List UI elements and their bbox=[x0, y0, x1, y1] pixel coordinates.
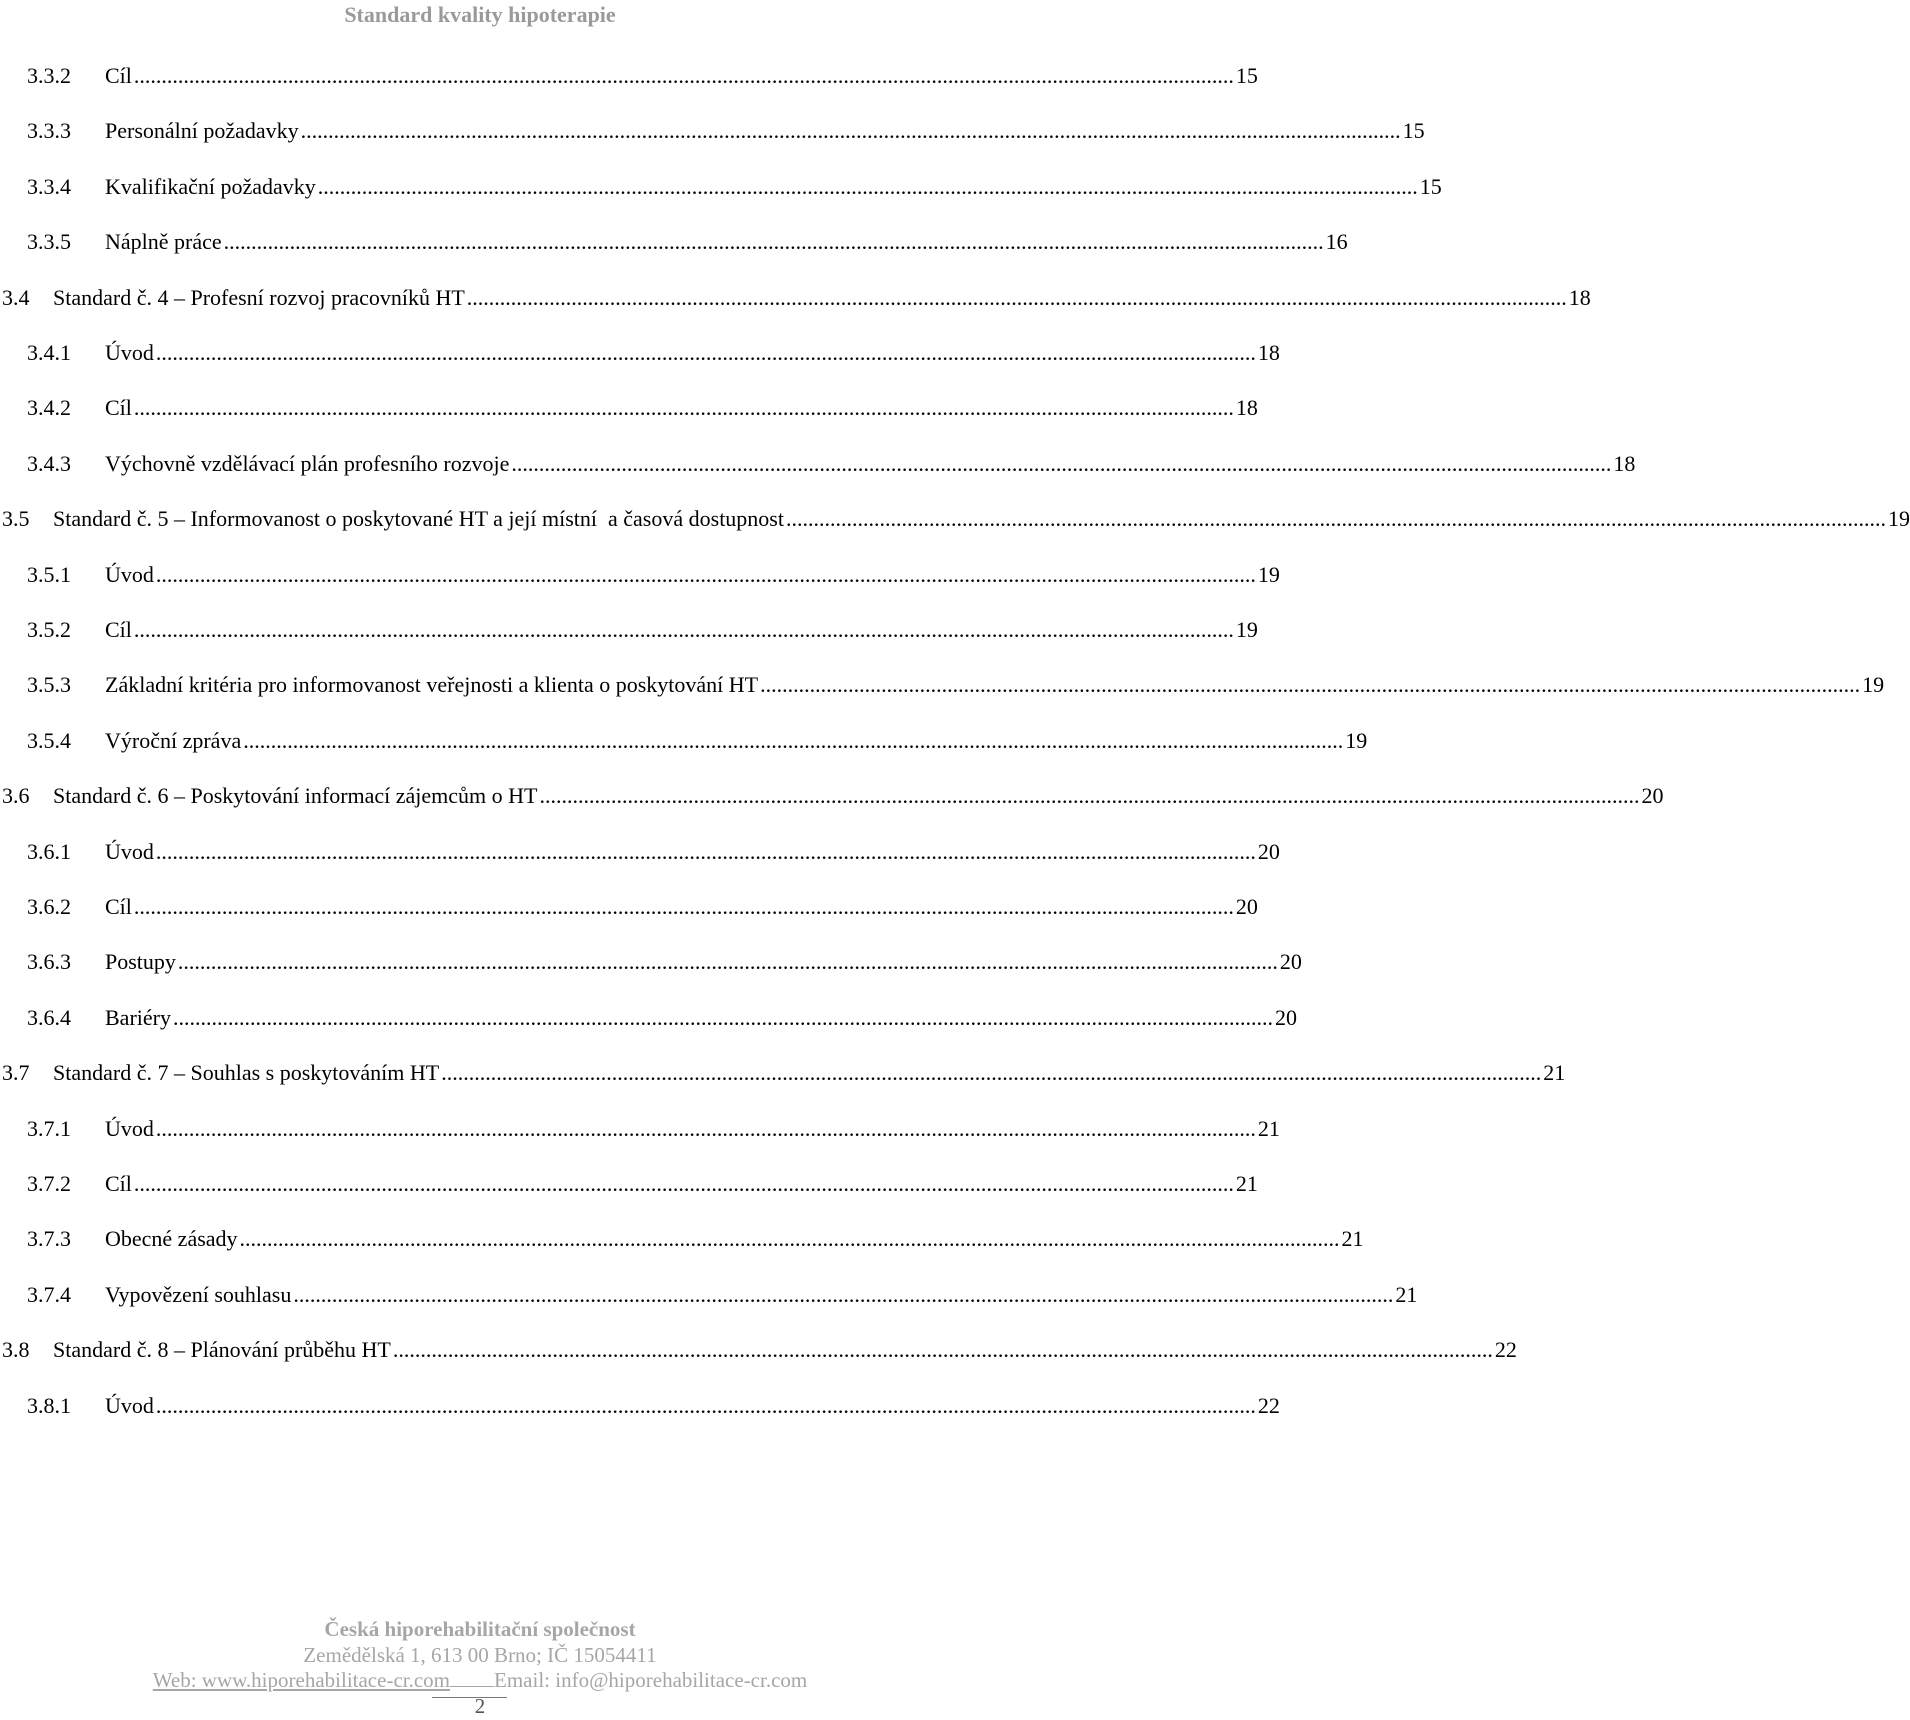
toc-leader-dots: ........................................................................................................................................................................................................ bbox=[317, 174, 1418, 199]
toc-entry-number: 3.3.5 bbox=[27, 229, 71, 254]
toc-entry[interactable] bbox=[0, 1279, 1418, 1311]
toc-entry-page: 20 bbox=[1279, 949, 1302, 974]
toc-entry-number: 3.7 bbox=[2, 1060, 30, 1085]
toc-entry-number: 3.5.1 bbox=[27, 562, 71, 587]
toc-entry-title[interactable]: Úvod bbox=[105, 562, 154, 587]
toc-entry-line bbox=[105, 725, 1368, 757]
toc-entry-line bbox=[105, 1002, 1297, 1034]
toc-leader-dots: ........................................................................................................................................................................................................ bbox=[539, 783, 1640, 808]
toc-entry-line bbox=[105, 1168, 1258, 1200]
toc-leader-dots: ........................................................................................................................................................................................................ bbox=[155, 1393, 1256, 1418]
toc-entry[interactable] bbox=[0, 1223, 1364, 1255]
toc-entry-title[interactable]: Vypovězení souhlasu bbox=[105, 1282, 292, 1307]
toc-entry-page: 19 bbox=[1257, 562, 1280, 587]
toc-leader-dots: ........................................................................................................................................................................................................ bbox=[133, 395, 1234, 420]
toc-entry[interactable] bbox=[0, 725, 1368, 757]
toc-entry-page: 16 bbox=[1325, 229, 1348, 254]
toc-leader-dots: ........................................................................................................................................................................................................ bbox=[760, 672, 1861, 697]
toc-entry-page: 21 bbox=[1543, 1060, 1566, 1085]
footer-organization: Česká hiporehabilitační společnost bbox=[324, 1617, 636, 1641]
toc-entry-page: 21 bbox=[1395, 1282, 1418, 1307]
toc-entry-title[interactable]: Náplně práce bbox=[105, 229, 222, 254]
toc-entry-number: 3.5.4 bbox=[27, 728, 71, 753]
toc-entry-number: 3.3.2 bbox=[27, 63, 71, 88]
toc-entry[interactable] bbox=[0, 226, 1348, 258]
toc-entry-title[interactable]: Standard č. 8 – Plánování průběhu HT bbox=[53, 1337, 391, 1362]
toc-entry-page: 18 bbox=[1235, 395, 1258, 420]
toc-entry-title[interactable]: Základní kritéria pro informovanost veřejnosti a klienta o poskytování HT bbox=[105, 672, 759, 697]
toc-entry-page: 18 bbox=[1568, 285, 1591, 310]
toc-entry-number: 3.6.1 bbox=[27, 839, 71, 864]
toc-entry-number: 3.7.4 bbox=[27, 1282, 71, 1307]
toc-entry-title[interactable]: Úvod bbox=[105, 839, 154, 864]
toc-leader-dots: ........................................................................................................................................................................................................ bbox=[155, 562, 1256, 587]
toc-leader-dots: ........................................................................................................................................................................................................ bbox=[300, 118, 1401, 143]
toc-entry-number: 3.7.2 bbox=[27, 1171, 71, 1196]
toc-entry-line bbox=[105, 891, 1258, 923]
toc-entry[interactable] bbox=[0, 337, 1280, 369]
toc-leader-dots: ........................................................................................................................................................................................................ bbox=[243, 728, 1344, 753]
toc-entry-page: 19 bbox=[1235, 617, 1258, 642]
toc-entry-number: 3.4 bbox=[2, 285, 30, 310]
toc-entry-number: 3.3.3 bbox=[27, 118, 71, 143]
toc-entry[interactable] bbox=[0, 1390, 1280, 1422]
toc-entry[interactable] bbox=[0, 60, 1258, 92]
toc-entry-line bbox=[105, 1113, 1280, 1145]
footer-address: Zemědělská 1, 613 00 Brno; IČ 15054411 bbox=[303, 1643, 657, 1667]
toc-entry-title[interactable]: Standard č. 5 – Informovanost o poskytované HT a její místní a časová dostupnost bbox=[53, 506, 784, 531]
toc-entry-line bbox=[105, 60, 1258, 92]
toc-entry-number: 3.8 bbox=[2, 1337, 30, 1362]
toc-entry-line bbox=[105, 669, 1885, 701]
toc-entry-page: 20 bbox=[1235, 894, 1258, 919]
toc-entry-line bbox=[105, 1223, 1364, 1255]
toc-entry-page: 22 bbox=[1257, 1393, 1280, 1418]
toc-entry-number: 3.4.1 bbox=[27, 340, 71, 365]
toc-entry[interactable] bbox=[0, 1002, 1297, 1034]
toc-leader-dots: ........................................................................................................................................................................................................ bbox=[223, 229, 1324, 254]
toc-entry-line bbox=[105, 1279, 1418, 1311]
toc-entry-title[interactable]: Cíl bbox=[105, 63, 132, 88]
toc-entry-page: 21 bbox=[1235, 1171, 1258, 1196]
toc-entry-page: 15 bbox=[1235, 63, 1258, 88]
toc-leader-dots: ........................................................................................................................................................................................................ bbox=[133, 63, 1234, 88]
toc-leader-dots: ........................................................................................................................................................................................................ bbox=[293, 1282, 1394, 1307]
toc-entry-title[interactable]: Bariéry bbox=[105, 1005, 171, 1030]
toc-entry-page: 15 bbox=[1402, 118, 1425, 143]
toc-entry-number: 3.7.3 bbox=[27, 1226, 71, 1251]
toc-entry[interactable] bbox=[0, 669, 1885, 701]
toc-entry-number: 3.6.3 bbox=[27, 949, 71, 974]
toc-leader-dots: ........................................................................................................................................................................................................ bbox=[155, 839, 1256, 864]
toc-leader-dots: ........................................................................................................................................................................................................ bbox=[172, 1005, 1273, 1030]
toc-entry[interactable] bbox=[0, 448, 1636, 480]
toc-entry-line bbox=[105, 559, 1280, 591]
toc-entry-number: 3.3.4 bbox=[27, 174, 71, 199]
toc-entry-line bbox=[105, 836, 1280, 868]
toc-entry[interactable] bbox=[0, 780, 1664, 812]
toc-entry[interactable] bbox=[0, 282, 1591, 314]
toc-entry-title[interactable]: Cíl bbox=[105, 395, 132, 420]
toc-entry[interactable] bbox=[0, 891, 1258, 923]
toc-entry-title[interactable]: Cíl bbox=[105, 894, 132, 919]
toc-leader-dots: ........................................................................................................................................................................................................ bbox=[392, 1337, 1493, 1362]
toc-entry[interactable] bbox=[0, 559, 1280, 591]
toc-leader-dots: ........................................................................................................................................................................................................ bbox=[511, 451, 1612, 476]
toc-leader-dots: ........................................................................................................................................................................................................ bbox=[133, 1171, 1234, 1196]
toc-entry-number: 3.6 bbox=[2, 783, 30, 808]
toc-entry-line bbox=[105, 946, 1302, 978]
toc-entry-page: 21 bbox=[1257, 1116, 1280, 1141]
toc-entry[interactable] bbox=[0, 614, 1258, 646]
toc-entry-line bbox=[105, 614, 1258, 646]
footer-web-link[interactable]: Web: www.hiporehabilitace-cr.com bbox=[152, 1668, 451, 1692]
toc-entry-title[interactable]: Úvod bbox=[105, 1116, 154, 1141]
toc-entry-title[interactable]: Standard č. 6 – Poskytování informací zájemcům o HT bbox=[53, 783, 538, 808]
toc-leader-dots: ........................................................................................................................................................................................................ bbox=[133, 894, 1234, 919]
toc-leader-dots: ........................................................................................................................................................................................................ bbox=[177, 949, 1278, 974]
toc-entry-page: 19 bbox=[1862, 672, 1885, 697]
toc-entry-page: 22 bbox=[1494, 1337, 1517, 1362]
toc-entry-number: 3.8.1 bbox=[27, 1393, 71, 1418]
toc-entry-title[interactable]: Výroční zpráva bbox=[105, 728, 242, 753]
toc-entry-line bbox=[53, 282, 1591, 314]
toc-entry-line bbox=[105, 392, 1258, 424]
toc-entry-page: 21 bbox=[1341, 1226, 1364, 1251]
toc-entry-page: 20 bbox=[1257, 839, 1280, 864]
page-header-title: Standard kvality hipoterapie bbox=[344, 2, 616, 27]
toc-entry-title[interactable]: Personální požadavky bbox=[105, 118, 299, 143]
toc-entry-title[interactable]: Obecné zásady bbox=[105, 1226, 238, 1251]
toc-entry-line bbox=[105, 115, 1425, 147]
toc-leader-dots: ........................................................................................................................................................................................................ bbox=[466, 285, 1567, 310]
toc-entry[interactable] bbox=[0, 392, 1258, 424]
toc-leader-dots: ........................................................................................................................................................................................................ bbox=[155, 340, 1256, 365]
toc-entry[interactable] bbox=[0, 836, 1280, 868]
toc-entry[interactable] bbox=[0, 171, 1442, 203]
toc-entry-title[interactable]: Úvod bbox=[105, 1393, 154, 1418]
toc-entry-page: 20 bbox=[1274, 1005, 1297, 1030]
toc-entry-number: 3.5.3 bbox=[27, 672, 71, 697]
toc-entry[interactable] bbox=[0, 503, 1910, 535]
toc-entry-title[interactable]: Standard č. 4 – Profesní rozvoj pracovníků HT bbox=[53, 285, 465, 310]
toc-entry[interactable] bbox=[0, 1057, 1566, 1089]
toc-entry-line bbox=[53, 503, 1910, 535]
toc-entry-line bbox=[105, 448, 1636, 480]
toc-entry[interactable] bbox=[0, 946, 1302, 978]
toc-leader-dots: ........................................................................................................................................................................................................ bbox=[441, 1060, 1542, 1085]
toc-entry-line bbox=[105, 337, 1280, 369]
toc-leader-dots: ........................................................................................................................................................................................................ bbox=[785, 506, 1886, 531]
toc-entry-title[interactable]: Úvod bbox=[105, 340, 154, 365]
toc-entry-number: 3.4.3 bbox=[27, 451, 71, 476]
toc-entry-title[interactable]: Cíl bbox=[105, 617, 132, 642]
toc-leader-dots: ........................................................................................................................................................................................................ bbox=[155, 1116, 1256, 1141]
toc-entry-page: 18 bbox=[1613, 451, 1636, 476]
toc-entry-title[interactable]: Cíl bbox=[105, 1171, 132, 1196]
toc-entry-title[interactable]: Kvalifikační požadavky bbox=[105, 174, 316, 199]
toc-entry-line bbox=[105, 226, 1348, 258]
toc-entry-page: 19 bbox=[1345, 728, 1368, 753]
toc-entry[interactable] bbox=[0, 1168, 1258, 1200]
page-number: 2 bbox=[474, 1694, 486, 1718]
footer-separator bbox=[450, 1672, 494, 1687]
toc-entry[interactable] bbox=[0, 1334, 1517, 1366]
toc-entry-title[interactable]: Postupy bbox=[105, 949, 176, 974]
toc-leader-dots: ........................................................................................................................................................................................................ bbox=[133, 617, 1234, 642]
toc-leader-dots: ........................................................................................................................................................................................................ bbox=[239, 1226, 1340, 1251]
toc-entry-line bbox=[105, 171, 1442, 203]
toc-entry[interactable] bbox=[0, 115, 1425, 147]
toc-entry-page: 15 bbox=[1419, 174, 1442, 199]
toc-entry-page: 19 bbox=[1887, 506, 1910, 531]
toc-entry-number: 3.6.4 bbox=[27, 1005, 71, 1030]
toc-entry-number: 3.7.1 bbox=[27, 1116, 71, 1141]
toc-entry-number: 3.5.2 bbox=[27, 617, 71, 642]
toc-entry-number: 3.4.2 bbox=[27, 395, 71, 420]
toc-entry-line bbox=[105, 1390, 1280, 1422]
footer-email[interactable]: Email: info@hiporehabilitace-cr.com bbox=[494, 1668, 808, 1692]
toc-entry-page: 18 bbox=[1257, 340, 1280, 365]
footer-contacts bbox=[0, 1668, 960, 1693]
toc-entry-title[interactable]: Výchovně vzdělávací plán profesního rozvoje bbox=[105, 451, 510, 476]
toc-entry-number: 3.6.2 bbox=[27, 894, 71, 919]
toc-entry-number: 3.5 bbox=[2, 506, 30, 531]
toc-entry-page: 20 bbox=[1641, 783, 1664, 808]
toc-entry-line bbox=[53, 1334, 1517, 1366]
toc-entry-title[interactable]: Standard č. 7 – Souhlas s poskytováním HT bbox=[53, 1060, 440, 1085]
toc-entry-line bbox=[53, 1057, 1566, 1089]
toc-entry-line bbox=[53, 780, 1664, 812]
toc-entry[interactable] bbox=[0, 1113, 1280, 1145]
